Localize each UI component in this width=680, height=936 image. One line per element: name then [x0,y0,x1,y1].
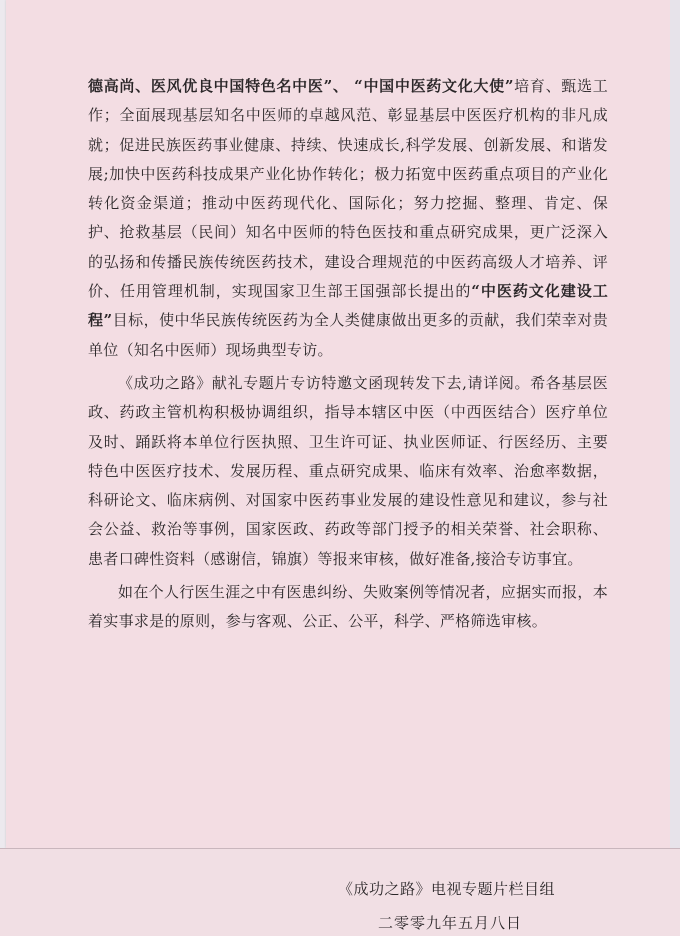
paragraph-1-text: 培育、甄选工作；全面展现基层知名中医师的卓越风范、彰显基层中医医疗机构的非凡成就；促进民族医药事业健康、持续、快速成长,科学发展、创新发展、和谐发展;加快中医药科技成果产业化协作转化；极力拓宽中医药重点项目的产业化转化资金渠道；推动中医药现代化、国际化；努力挖掘、整理、肯定、保护、抢救基层（民间）知名中医师的特色医技和重点研究成果，更广泛深入的弘扬和传播民族传统医药技术，建设合理规范的中医药高级人才培养、评价、任用管理机制，实现国家卫生部王国强部长提出的 [88,77,608,301]
paragraph-1 [88,72,608,365]
letter-body [88,72,608,641]
bold-title-2: “中国中医药文化大使” [354,77,514,95]
date-line: 二零零九年五月八日 [378,914,523,932]
paragraph-2: 《成功之路》献礼专题片专访特邀文函现转发下去,请详阅。希各基层医政、药政主管机构积极协调组织，指导本辖区中医（中西医结合）医疗单位及时、踊跃将本单位行医执照、卫生许可证、执业医师证、行医经历、主要特色中医医疗技术、发展历程、重点研究成果、临床有效率、治愈率数据， 科研论文、临床病例、对国家中医药事业发展的建设性意见和建议，参与社会公益、救治等事例，国家医政、药政等部门授予的相关荣誉、社会职称、患者口碑性资料（感谢信，锦旗）等报来审核，做好准备,接洽专访事宜。 [88,373,608,568]
paragraph-3: 如在个人行医生涯之中有医患纠纷、失败案例等情况者，应据实而报，本着实事求是的原则，参与客观、公正、公平，科学、严格筛选审核。 [88,583,608,631]
bold-title-1: 德高尚、医风优良中国特色名中医”、 [88,77,349,95]
bold-project-name: “中医药文化建设工程” [88,282,608,330]
page-edge [670,0,680,848]
signature-line: 《成功之路》电视专题片栏目组 [338,880,556,898]
paragraph-1-text-end: 目标，使中华民族传统医药为全人类健康做出更多的贡献，我们荣幸对贵单位（知名中医师）现场典型专访。 [88,311,608,359]
